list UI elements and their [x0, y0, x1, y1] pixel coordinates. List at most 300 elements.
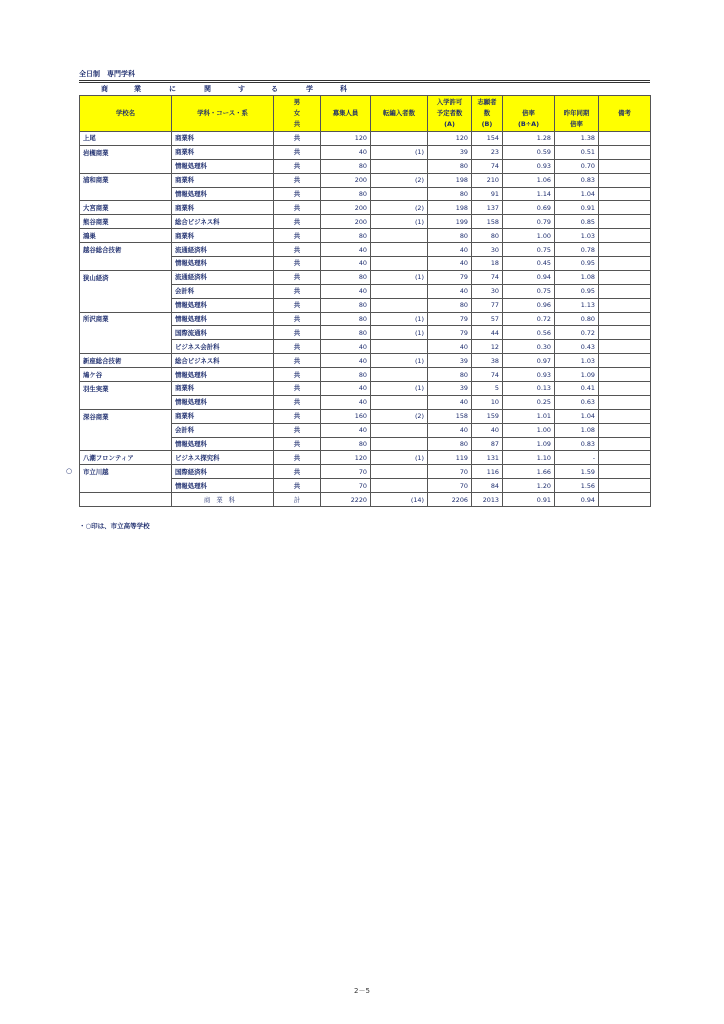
school-cell [80, 437, 172, 451]
transfer-cell [371, 229, 428, 243]
ratio-cell: 1.00 [503, 229, 555, 243]
capacity-cell: 40 [321, 284, 371, 298]
page-number: 2－5 [354, 987, 370, 995]
ratio-cell: 0.97 [503, 354, 555, 368]
planned-cell: 70 [428, 479, 472, 493]
ratio-cell: 0.79 [503, 215, 555, 229]
planned-cell: 120 [428, 132, 472, 146]
capacity-cell: 160 [321, 409, 371, 423]
planned-cell: 79 [428, 326, 472, 340]
course-cell: 情報処理科 [172, 257, 274, 271]
sex-cell: 共 [274, 145, 321, 159]
notes-cell [599, 257, 651, 271]
header-planned-line: 予定者数 [436, 109, 463, 117]
last-year-cell: 0.43 [555, 340, 599, 354]
notes-cell [599, 187, 651, 201]
course-cell: 商業科 [172, 409, 274, 423]
transfer-cell [371, 187, 428, 201]
course-cell: ビジネス会計科 [172, 340, 274, 354]
last-year-cell: 0.85 [555, 215, 599, 229]
table-row [80, 326, 651, 340]
header-planned [428, 96, 472, 132]
transfer-cell [371, 395, 428, 409]
ratio-cell: 0.72 [503, 312, 555, 326]
ratio-cell: 0.45 [503, 257, 555, 271]
transfer-cell [371, 257, 428, 271]
notes-cell [599, 437, 651, 451]
school-cell: 鳩ケ谷 [80, 368, 172, 382]
capacity-cell: 80 [321, 368, 371, 382]
sex-cell: 共 [274, 340, 321, 354]
ratio-cell: 1.20 [503, 479, 555, 493]
total-last-year: 0.94 [555, 493, 599, 507]
total-row [80, 493, 651, 507]
table-row [80, 270, 651, 284]
applicants-cell: 158 [472, 215, 503, 229]
ratio-cell: 0.59 [503, 145, 555, 159]
sex-cell: 共 [274, 423, 321, 437]
planned-cell: 39 [428, 382, 472, 396]
school-cell: 羽生実業 [80, 382, 172, 396]
table-row [80, 340, 651, 354]
notes-cell [599, 395, 651, 409]
applicants-cell: 87 [472, 437, 503, 451]
transfer-cell [371, 368, 428, 382]
course-cell: 情報処理科 [172, 187, 274, 201]
planned-cell: 80 [428, 229, 472, 243]
sex-cell: 共 [274, 395, 321, 409]
capacity-cell: 80 [321, 159, 371, 173]
header-applicants-line: 数 [483, 109, 491, 117]
transfer-cell [371, 284, 428, 298]
course-cell: 商業科 [172, 173, 274, 187]
header-ratio [503, 96, 555, 132]
last-year-cell: 1.03 [555, 354, 599, 368]
course-cell: 総合ビジネス科 [172, 354, 274, 368]
last-year-cell: 1.04 [555, 409, 599, 423]
notes-cell [599, 132, 651, 146]
applicants-cell: 5 [472, 382, 503, 396]
ratio-cell: 1.00 [503, 423, 555, 437]
course-cell: 商業科 [172, 132, 274, 146]
footnote: ・○印は、市立高等学校 [79, 522, 150, 530]
table-row [80, 257, 651, 271]
applicants-cell: 91 [472, 187, 503, 201]
capacity-cell: 40 [321, 257, 371, 271]
capacity-cell: 200 [321, 201, 371, 215]
table-row [80, 229, 651, 243]
capacity-cell: 40 [321, 382, 371, 396]
capacity-cell: 70 [321, 479, 371, 493]
applicants-cell: 74 [472, 368, 503, 382]
total-sex: 計 [274, 493, 321, 507]
applicants-cell: 80 [472, 229, 503, 243]
transfer-cell: (1) [371, 215, 428, 229]
capacity-cell: 80 [321, 437, 371, 451]
capacity-cell: 200 [321, 173, 371, 187]
planned-cell: 80 [428, 368, 472, 382]
course-cell: 商業科 [172, 201, 274, 215]
ratio-cell: 1.66 [503, 465, 555, 479]
municipal-school-marker: ○ [66, 466, 73, 475]
ratio-cell: 1.28 [503, 132, 555, 146]
total-spacer [80, 493, 172, 507]
table-row [80, 437, 651, 451]
last-year-cell: 0.63 [555, 395, 599, 409]
total-label: 商業科 [172, 493, 274, 507]
ratio-cell: 0.93 [503, 159, 555, 173]
section-title-char: 科 [340, 85, 347, 93]
school-cell [80, 340, 172, 354]
table-row [80, 215, 651, 229]
transfer-cell: (1) [371, 451, 428, 465]
header-applicants [472, 96, 503, 132]
last-year-cell: 1.09 [555, 368, 599, 382]
applicants-cell: 74 [472, 270, 503, 284]
school-cell: 市立川越 [80, 465, 172, 479]
applicants-cell: 30 [472, 284, 503, 298]
sex-cell: 共 [274, 243, 321, 257]
page-category-label: 全日制 専門学科 [79, 70, 135, 78]
last-year-cell: 1.04 [555, 187, 599, 201]
transfer-cell [371, 340, 428, 354]
header-notes: 備考 [599, 96, 651, 132]
header-last-year [555, 96, 599, 132]
notes-cell [599, 229, 651, 243]
notes-cell [599, 284, 651, 298]
header-ratio-line: (B÷A) [517, 120, 539, 128]
last-year-cell: 0.41 [555, 382, 599, 396]
section-title-char: 関 [204, 85, 211, 93]
planned-cell: 80 [428, 437, 472, 451]
applicants-cell: 74 [472, 159, 503, 173]
section-title-char: に [169, 85, 176, 93]
planned-cell: 199 [428, 215, 472, 229]
last-year-cell: 0.83 [555, 437, 599, 451]
header-sex-line: 共 [293, 120, 301, 128]
transfer-cell: (1) [371, 382, 428, 396]
school-cell [80, 326, 172, 340]
total-ratio: 0.91 [503, 493, 555, 507]
ratio-cell: 0.75 [503, 284, 555, 298]
header-sex-line: 女 [293, 109, 301, 117]
school-cell: 浦和商業 [80, 173, 172, 187]
sex-cell: 共 [274, 354, 321, 368]
sex-cell: 共 [274, 215, 321, 229]
school-cell: 上尾 [80, 132, 172, 146]
ratio-cell: 0.96 [503, 298, 555, 312]
transfer-cell: (1) [371, 145, 428, 159]
applicants-cell: 77 [472, 298, 503, 312]
table-row [80, 382, 651, 396]
notes-cell [599, 215, 651, 229]
applicants-cell: 116 [472, 465, 503, 479]
school-cell [80, 423, 172, 437]
applicants-cell: 154 [472, 132, 503, 146]
sex-cell: 共 [274, 229, 321, 243]
section-title [79, 83, 650, 94]
course-cell: 流通経済科 [172, 270, 274, 284]
planned-cell: 39 [428, 354, 472, 368]
planned-cell: 39 [428, 145, 472, 159]
planned-cell: 79 [428, 270, 472, 284]
planned-cell: 198 [428, 201, 472, 215]
notes-cell [599, 368, 651, 382]
school-cell: 越谷総合技術 [80, 243, 172, 257]
notes-cell [599, 201, 651, 215]
header-course: 学科・コース・系 [172, 96, 274, 132]
transfer-cell [371, 243, 428, 257]
transfer-cell: (2) [371, 409, 428, 423]
school-cell: 所沢商業 [80, 312, 172, 326]
header-applicants-line: (B) [481, 120, 493, 128]
course-cell: 流通経済科 [172, 243, 274, 257]
capacity-cell: 40 [321, 354, 371, 368]
course-cell: 商業科 [172, 229, 274, 243]
header-capacity: 募集人員 [321, 96, 371, 132]
transfer-cell [371, 437, 428, 451]
last-year-cell: 1.08 [555, 270, 599, 284]
sex-cell: 共 [274, 201, 321, 215]
last-year-cell: 0.70 [555, 159, 599, 173]
transfer-cell: (2) [371, 173, 428, 187]
sex-cell: 共 [274, 465, 321, 479]
header-school: 学校名 [80, 96, 172, 132]
total-planned: 2206 [428, 493, 472, 507]
school-cell: 深谷商業 [80, 409, 172, 423]
school-cell: 鴻巣 [80, 229, 172, 243]
sex-cell: 共 [274, 159, 321, 173]
table-row [80, 479, 651, 493]
planned-cell: 40 [428, 257, 472, 271]
sex-cell: 共 [274, 312, 321, 326]
capacity-cell: 80 [321, 187, 371, 201]
section-title-char: 学 [306, 85, 313, 93]
table-row [80, 409, 651, 423]
notes-cell [599, 479, 651, 493]
planned-cell: 79 [428, 312, 472, 326]
planned-cell: 198 [428, 173, 472, 187]
transfer-cell [371, 479, 428, 493]
last-year-cell: 0.95 [555, 284, 599, 298]
course-cell: 情報処理科 [172, 395, 274, 409]
table-header-row [80, 96, 651, 132]
last-year-cell: 1.56 [555, 479, 599, 493]
capacity-cell: 80 [321, 326, 371, 340]
course-cell: ビジネス探究科 [172, 451, 274, 465]
course-cell: 会計科 [172, 284, 274, 298]
sex-cell: 共 [274, 479, 321, 493]
planned-cell: 80 [428, 159, 472, 173]
last-year-cell: 1.59 [555, 465, 599, 479]
school-cell [80, 298, 172, 312]
table-row [80, 201, 651, 215]
table-row [80, 132, 651, 146]
notes-cell [599, 465, 651, 479]
transfer-cell: (1) [371, 270, 428, 284]
applicants-cell: 38 [472, 354, 503, 368]
commerce-admissions-table [79, 95, 651, 507]
transfer-cell [371, 423, 428, 437]
planned-cell: 158 [428, 409, 472, 423]
school-cell: 大宮商業 [80, 201, 172, 215]
notes-cell [599, 312, 651, 326]
header-planned-line: 入学許可 [436, 98, 463, 106]
last-year-cell: 1.13 [555, 298, 599, 312]
planned-cell: 40 [428, 423, 472, 437]
capacity-cell: 40 [321, 423, 371, 437]
total-capacity: 2220 [321, 493, 371, 507]
school-cell [80, 159, 172, 173]
header-planned-line: (A) [444, 120, 455, 128]
last-year-cell: 0.83 [555, 173, 599, 187]
last-year-cell: 0.78 [555, 243, 599, 257]
ratio-cell: 0.75 [503, 243, 555, 257]
applicants-cell: 30 [472, 243, 503, 257]
header-last-year-line: 倍率 [570, 120, 583, 128]
last-year-cell: 0.95 [555, 257, 599, 271]
table-body [80, 132, 651, 507]
notes-cell [599, 270, 651, 284]
sex-cell: 共 [274, 368, 321, 382]
ratio-cell: 1.01 [503, 409, 555, 423]
applicants-cell: 159 [472, 409, 503, 423]
planned-cell: 70 [428, 465, 472, 479]
sex-cell: 共 [274, 437, 321, 451]
planned-cell: 40 [428, 243, 472, 257]
capacity-cell: 40 [321, 145, 371, 159]
table-row [80, 312, 651, 326]
applicants-cell: 44 [472, 326, 503, 340]
course-cell: 国際流通科 [172, 326, 274, 340]
last-year-cell: - [555, 451, 599, 465]
total-transfer: (14) [371, 493, 428, 507]
table-row [80, 465, 651, 479]
table-row [80, 145, 651, 159]
school-cell: 狭山経済 [80, 270, 172, 284]
notes-cell [599, 145, 651, 159]
section-title-char: る [271, 85, 278, 93]
section-title-char: 業 [134, 85, 141, 93]
school-cell [80, 187, 172, 201]
table-row [80, 451, 651, 465]
notes-cell [599, 298, 651, 312]
capacity-cell: 80 [321, 298, 371, 312]
table-row [80, 284, 651, 298]
school-cell: 新座総合技術 [80, 354, 172, 368]
planned-cell: 40 [428, 284, 472, 298]
applicants-cell: 18 [472, 257, 503, 271]
course-cell: 情報処理科 [172, 312, 274, 326]
last-year-cell: 1.08 [555, 423, 599, 437]
last-year-cell: 1.03 [555, 229, 599, 243]
planned-cell: 80 [428, 187, 472, 201]
course-cell: 商業科 [172, 145, 274, 159]
table-row [80, 298, 651, 312]
last-year-cell: 0.72 [555, 326, 599, 340]
last-year-cell: 0.80 [555, 312, 599, 326]
table-row [80, 173, 651, 187]
header-applicants-line: 志願者 [477, 98, 497, 106]
ratio-cell: 1.14 [503, 187, 555, 201]
capacity-cell: 200 [321, 215, 371, 229]
ratio-cell: 1.06 [503, 173, 555, 187]
transfer-cell: (2) [371, 201, 428, 215]
notes-cell [599, 326, 651, 340]
planned-cell: 80 [428, 298, 472, 312]
applicants-cell: 137 [472, 201, 503, 215]
ratio-cell: 0.25 [503, 395, 555, 409]
notes-cell [599, 451, 651, 465]
transfer-cell [371, 132, 428, 146]
transfer-cell: (1) [371, 354, 428, 368]
notes-cell [599, 382, 651, 396]
capacity-cell: 120 [321, 132, 371, 146]
header-ratio-spacer [504, 97, 553, 108]
table-row [80, 395, 651, 409]
header-sex [274, 96, 321, 132]
table-row [80, 354, 651, 368]
school-cell: 熊谷商業 [80, 215, 172, 229]
notes-cell [599, 340, 651, 354]
ratio-cell: 0.56 [503, 326, 555, 340]
section-title-char: 商 [101, 85, 108, 93]
capacity-cell: 80 [321, 229, 371, 243]
ratio-cell: 1.10 [503, 451, 555, 465]
capacity-cell: 120 [321, 451, 371, 465]
planned-cell: 119 [428, 451, 472, 465]
applicants-cell: 40 [472, 423, 503, 437]
capacity-cell: 80 [321, 312, 371, 326]
last-year-cell: 0.91 [555, 201, 599, 215]
applicants-cell: 23 [472, 145, 503, 159]
header-last-year-spacer [556, 97, 597, 108]
sex-cell: 共 [274, 326, 321, 340]
planned-cell: 40 [428, 340, 472, 354]
ratio-cell: 0.69 [503, 201, 555, 215]
capacity-cell: 40 [321, 243, 371, 257]
header-sex-line: 男 [293, 98, 301, 106]
sex-cell: 共 [274, 173, 321, 187]
course-cell: 情報処理科 [172, 159, 274, 173]
school-cell [80, 395, 172, 409]
transfer-cell: (1) [371, 312, 428, 326]
total-notes [599, 493, 651, 507]
transfer-cell [371, 465, 428, 479]
course-cell: 商業科 [172, 382, 274, 396]
header-transfer: 転編入者数 [371, 96, 428, 132]
course-cell: 情報処理科 [172, 368, 274, 382]
course-cell: 国際経済科 [172, 465, 274, 479]
course-cell: 総合ビジネス科 [172, 215, 274, 229]
notes-cell [599, 243, 651, 257]
ratio-cell: 0.94 [503, 270, 555, 284]
planned-cell: 40 [428, 395, 472, 409]
notes-cell [599, 423, 651, 437]
notes-cell [599, 173, 651, 187]
total-applicants: 2013 [472, 493, 503, 507]
sex-cell: 共 [274, 409, 321, 423]
last-year-cell: 0.51 [555, 145, 599, 159]
ratio-cell: 0.30 [503, 340, 555, 354]
transfer-cell [371, 159, 428, 173]
section-title-char: す [238, 85, 245, 93]
applicants-cell: 210 [472, 173, 503, 187]
table-row [80, 243, 651, 257]
notes-cell [599, 409, 651, 423]
sex-cell: 共 [274, 187, 321, 201]
notes-cell [599, 159, 651, 173]
